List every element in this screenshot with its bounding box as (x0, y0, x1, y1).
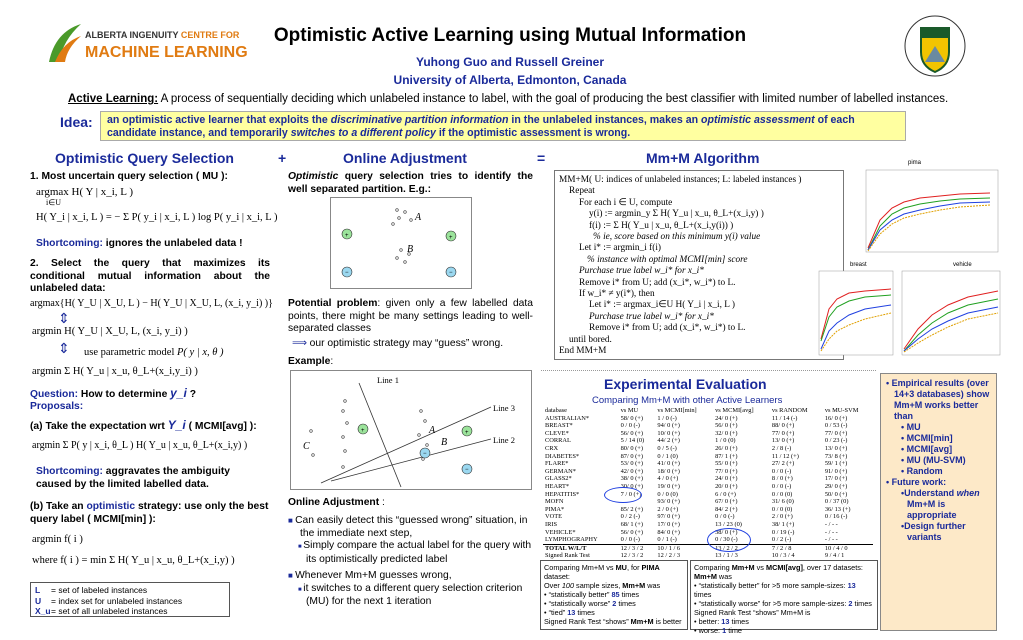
active-learning-text: A process of sequentially deciding which unlabeled instance to label, with the goal of producing the best classifier with limited number of labelled instances. (160, 93, 949, 105)
table-cell: 10/ 0 (+) (657, 429, 680, 437)
bullet-whenever: ■ Whenever Mm+M guesses wrong, (288, 570, 452, 581)
table-cell: 0 / 0 (0) (657, 490, 678, 498)
table-cell: 2 / 0 (+) (657, 505, 679, 513)
authors: Yuhong Guo and Russell Greiner (415, 55, 605, 69)
future-item: •Design further variants (901, 521, 966, 542)
table-cell: 97/ 0 (+) (657, 513, 680, 521)
table-cell: 13 / 23 (0) (715, 520, 742, 528)
table-cell: 36/ 13 (+) (824, 505, 851, 513)
table-body (543, 415, 873, 545)
table-row (543, 437, 873, 445)
example-label: Example: (288, 356, 334, 367)
table-cell: 17/ 0 (+) (657, 520, 680, 528)
poster-title: Optimistic Active Learning using Mutual Information (273, 25, 747, 46)
table-cell: 59/ 1 (+) (824, 460, 848, 468)
heading-online-adjustment: Online Adjustment (343, 150, 467, 166)
table-row (543, 506, 873, 514)
table-total-row: TOTAL W/L/T 12 / 3 / 2 10 / 1 / 6 13 / 2 / 2 7 / 2 / 8 10 / 4 / 0 (543, 544, 873, 552)
logo-swoosh-icon (45, 22, 83, 66)
table-cell: 2 / 8 (-) (771, 444, 792, 452)
svg-text:B: B (407, 244, 414, 255)
eval-subtitle: Comparing Mm+M with other Active Learners (592, 395, 783, 406)
table-cell: 4 / 0 (+) (657, 475, 679, 483)
table-cell: CRX (545, 444, 559, 452)
svg-text:Line 3: Line 3 (493, 403, 515, 413)
table-row (543, 430, 873, 438)
table-cell: 0 / 30 (-) (715, 536, 738, 544)
shortcoming-2: Shortcoming: aggravates the ambiguity caused by the limited labelled data. (36, 466, 230, 490)
svg-text:+: + (361, 428, 365, 434)
table-cell: 38/ 0 (+) (620, 475, 643, 483)
table-cell: 0 / 5 (-) (657, 444, 677, 452)
table-row (543, 491, 873, 499)
table-cell: 0 / 0 (0) (771, 505, 793, 513)
table-cell: PIMA* (545, 505, 565, 513)
table-cell: 55/ 0 (+) (715, 460, 738, 468)
summary-future: • Future work: (886, 477, 947, 487)
summary-item: • MU (MU-SVM) (901, 455, 966, 465)
table-cell: 56/ 0 (+) (715, 422, 738, 430)
affiliation: University of Alberta, Edmonton, Canada (393, 73, 627, 87)
university-crest-icon (903, 6, 967, 86)
question-text: Question: How to determine y_i ? (30, 386, 197, 400)
table-row (543, 498, 873, 506)
table-cell: 44/ 2 (+) (657, 437, 680, 445)
table-cell: - / - - (824, 520, 838, 528)
table-cell: AUSTRALIAN* (545, 414, 590, 422)
table-row (543, 453, 873, 461)
table-row (543, 468, 873, 476)
table-cell: 77/ 0 (+) (771, 429, 795, 437)
avg-comparison-box: Comparing Mm+M vs MCMI[avg], over 17 datasets: Mm+M was • “statistically better” for >5 more sample-sizes: 13 times • “statistically worse” for >5 more sample-sizes: 2 times Signed Rank Test “shows” Mm+M is • better: 13 times • worse: 1 time (690, 560, 878, 630)
legend-row: X_u= set of all unlabeled instances (35, 606, 168, 616)
table-cell: HEPATITIS* (545, 490, 580, 498)
table-cell: 13/ 0 (+) (771, 437, 795, 445)
table-cell: 84/ 0 (+) (657, 528, 680, 536)
table-cell: 73/ 8 (+) (824, 452, 848, 460)
summary-box (880, 373, 997, 631)
table-cell: 11 / 12 (+) (771, 452, 799, 460)
notation-legend (30, 582, 230, 617)
table-cell: IRIS (545, 520, 558, 528)
svg-text:−: − (345, 270, 349, 276)
future-item: •Understand when Mm+M is appropriate (901, 488, 980, 520)
table-cell: HEART* (545, 482, 570, 490)
table-cell: 77/ 0 (+) (824, 429, 848, 437)
svg-text:A: A (415, 212, 422, 223)
table-cell: 94/ 0 (+) (657, 422, 680, 430)
summary-results: • Empirical results (over 14+3 databases) show Mm+M works better than (886, 378, 990, 421)
algorithm-box: MM+M( U: indices of unlabeled instances; L: labeled instances ) Repeat For each i ∈ U, compute y(i) := argmin_y Σ H( Y_u | x_u, θ_L+(x_i,y) ) f(i) := Σ H( Y_u | x_u, θ_L+(x_i,y(i)) ) % ie, score based on this minimum y(i) value Let i* := argmin_i f(i) % instance with optimal MCMI[min] score Purchase true label w_i* for x_i* Remove i* from U; add (x_i*, w_i*) to L. If w_i* ≠ y(i*), then Let i* := argmax_i∈U H( Y_i | x_i, L ) Purchase true label w_i* for x_i* Remove i* from U; add (x_i*, w_i*) to L. until bored. End MM+M (554, 170, 844, 360)
active-learning-label: Active Learning: (68, 93, 159, 105)
table-cell: 0 / 2 (-) (771, 536, 792, 544)
table-cell: 5 / 14 (0) (620, 437, 645, 445)
table-cell: 41/ 0 (+) (657, 460, 680, 468)
table-row (543, 422, 873, 430)
table-cell: 0 / 53 (-) (824, 422, 848, 430)
table-cell: 7 / 0 (+) (620, 490, 642, 498)
lines-figure (290, 370, 532, 490)
potential-problem: Potential problem: given only a few labelled data points, there might be many settings leading to well-separated classes (288, 298, 533, 334)
table-cell: 0 / 16 (-) (824, 513, 848, 521)
table-cell: 20/ 0 (+) (715, 482, 738, 490)
idea-box: an optimistic active learner that exploits the discriminative partition information in the unlabeled instances, makes an optimistic assessment of each candidate instance, and temporarily switches to a different policy if the optimistic assessment is wrong. (100, 111, 906, 141)
svg-text:Line 1: Line 1 (377, 375, 399, 385)
table-cell: 1 / 0 (-) (657, 414, 677, 422)
table-cell: 0 / 1 (-) (657, 536, 677, 544)
table-cell: 0 / 37 (0) (824, 498, 849, 506)
guess-wrong-note: ⟹ our optimistic strategy may “guess” wrong. (292, 338, 504, 349)
formula-argmin-cond: argmin H( Y_U | X_U, L, (x_i, y_i) ) (32, 326, 188, 337)
step2-text: 2. Select the query that maximizes its conditional mutual information about the unlabeled data: (30, 258, 270, 294)
table-cell: 0 / 19 (-) (771, 528, 795, 536)
table-cell: 0 / 0 (-) (620, 536, 640, 544)
table-cell: 93/ 0 (+) (657, 498, 680, 506)
table-row (543, 513, 873, 521)
active-learning-definition (68, 93, 948, 105)
legend-row: L = set of labeled instances (35, 585, 148, 595)
formula-argmax-sub: i∈U (46, 198, 61, 207)
table-cell: 32/ 0 (+) (715, 429, 738, 437)
table-cell: 87/ 1 (+) (715, 452, 738, 460)
equivalence-arrow-icon: ⇕ (58, 310, 70, 326)
table-cell: 16/ 0 (+) (824, 414, 848, 422)
logo-line2: MACHINE LEARNING (85, 44, 248, 61)
pima-highlight-ellipse (604, 487, 642, 503)
svg-text:A: A (429, 425, 436, 436)
online-bullets (288, 515, 533, 609)
table-row (543, 475, 873, 483)
table-cell: 42/ 0 (+) (620, 467, 643, 475)
svg-text:−: − (465, 467, 469, 473)
heading-equals: = (537, 150, 546, 166)
plot-pima: pima (860, 160, 1005, 260)
step1-text: 1. Most uncertain query selection ( MU ): (30, 171, 228, 182)
svg-text:B: B (441, 437, 448, 448)
table-cell: 50/ 0 (+) (824, 490, 848, 498)
bullet-detect: ■ Can easily detect this “guessed wrong” situation, in the immediate next step, (288, 515, 528, 539)
table-signed-row: Signed Rank Test 12 / 3 / 2 12 / 2 / 3 13 / 1 / 3 10 / 3 / 4 9 / 4 / 1 (545, 552, 845, 560)
heading-plus: + (278, 150, 287, 166)
formula-mi-diff: argmax{H( Y_U | X_U, L ) − H( Y_U | X_U, L, (x_i, y_i) )} (30, 298, 273, 309)
formula-f-def: where f( i ) = min Σ H( Y_u | x_u, θ_L+(x_i,y) ) (32, 555, 235, 566)
table-cell: 0 / 2 (-) (620, 513, 640, 521)
table-header-row: database vs MU vs MCMI[min] vs MCMI[avg] vs RANDOM vs MU-SVM (545, 407, 859, 414)
svg-text:+: + (345, 233, 349, 239)
idea-label: Idea: (60, 114, 93, 130)
table-cell: 56/ 0 (+) (620, 528, 643, 536)
table-row (543, 415, 873, 423)
table-cell: GLASS2* (545, 475, 572, 483)
table-cell: 11 / 14 (-) (771, 414, 798, 422)
table-cell: 30/ 0 (+) (620, 482, 643, 490)
proposal-b: (b) Take an optimistic strategy: use only the best query label ( MCMI[min] ): (30, 501, 269, 525)
table-cell: 17/ 0 (+) (824, 475, 848, 483)
aicml-logo (45, 22, 248, 70)
shortcoming-1: Shortcoming: ignores the unlabeled data ! (36, 238, 243, 249)
table-cell: 27/ 2 (+) (771, 460, 795, 468)
table-cell: 58/ 0 (+) (620, 414, 643, 422)
table-cell: 68/ 1 (+) (620, 520, 643, 528)
formula-argmin-f: argmin f( i ) (32, 534, 83, 545)
online-adjustment-title: Online Adjustment : (288, 497, 385, 508)
summary-item: • MCMI[avg] (901, 444, 953, 454)
table-cell: MOFN (545, 498, 564, 506)
table-cell: 84/ 2 (+) (715, 505, 738, 513)
table-cell: 53/ 0 (+) (620, 460, 643, 468)
table-cell: 56/ 0 (+) (620, 429, 643, 437)
summary-item: • MU (901, 422, 921, 432)
svg-text:−: − (423, 451, 427, 457)
table-cell: 0 / 0 (-) (715, 513, 735, 521)
table-cell: 2 / 0 (+) (771, 513, 793, 521)
equivalence-arrow-icon: ⇕ (58, 340, 70, 356)
svg-text:+: + (449, 235, 453, 241)
table-cell: 0 / 0 (-) (620, 422, 640, 430)
optimistic-intro: Optimistic query selection tries to identify the well separated partition. E.g.: (288, 171, 533, 195)
svg-text:−: − (449, 270, 453, 276)
table-cell: 91/ 0 (+) (824, 467, 848, 475)
table-cell: 18/ 0 (+) (657, 467, 680, 475)
table-cell: 38/ 1 (+) (771, 520, 795, 528)
logo-line1: ALBERTA INGENUITY CENTRE FOR (85, 30, 240, 40)
plot-vehicle: vehicle (898, 262, 1003, 360)
table-row (543, 460, 873, 468)
table-cell: - / - - (824, 528, 838, 536)
table-cell: 88/ 0 (+) (771, 422, 795, 430)
eval-divider (541, 370, 876, 371)
formula-entropy-def: H( Y_i | x_i, L ) = − Σ P( y_i | x_i, L ) log P( y_i | x_i, L ) (36, 212, 278, 223)
table-cell: 0 / 0 (-) (771, 467, 792, 475)
table-cell: 38/ 0 (+) (715, 528, 738, 536)
table-row (543, 483, 873, 491)
table-cell: 6 / 0 (+) (715, 490, 736, 498)
table-cell: CORRAL (545, 437, 571, 445)
pima-comparison-box: Comparing Mm+M vs MU, for PIMA dataset: Over 100 sample sizes, Mm+M was • “statistically better” 85 times • “statistically worse” 2 times • “tied” 13 times Signed Rank Test “shows” Mm+M is better (540, 560, 688, 630)
table-cell: 0 / 0 (-) (771, 482, 792, 490)
table-cell: 67/ 0 (+) (715, 498, 738, 506)
table-cell: BREAST* (545, 422, 573, 430)
table-cell: 0 / 23 (-) (824, 437, 848, 445)
table-row (543, 445, 873, 453)
proposals-label: Proposals: (30, 401, 84, 412)
table-cell: 31/ 6 (0) (771, 498, 794, 506)
table-cell: 87/ 0 (+) (620, 452, 643, 460)
table-cell: LYMPHOGRAPHY (545, 536, 598, 544)
proposal-a: (a) Take the expectation wrt Y_i ( MCMI[avg] ): (30, 418, 257, 432)
table-cell: - / - - (824, 536, 838, 544)
table-row (543, 521, 873, 529)
formula-argmax-entropy: argmax H( Y | x_i, L ) (36, 186, 134, 198)
legend-row: U = index set for unlabeled instances (35, 595, 183, 606)
bullet-compare: ■ Simply compare the actual label for the query with its optimistically predicted label (298, 540, 532, 565)
heading-experimental-evaluation: Experimental Evaluation (604, 376, 767, 392)
plot-breast: breast (815, 262, 895, 360)
table-cell: FLARE* (545, 460, 569, 468)
table-cell: 8 / 0 (+) (771, 475, 793, 483)
summary-item: • Random (901, 466, 943, 476)
table-cell: CLEVE* (545, 429, 569, 437)
table-cell: 13/ 0 (+) (824, 444, 848, 452)
table-cell: DIABETES* (545, 452, 580, 460)
table-cell: 24/ 0 (+) (715, 475, 738, 483)
partition-figure (330, 197, 472, 289)
avg-highlight-ellipse (707, 528, 751, 552)
heading-optimistic-query: Optimistic Query Selection (55, 150, 234, 166)
table-cell: 26/ 0 (+) (715, 444, 738, 452)
table-cell: 1 / 0 (0) (715, 437, 736, 445)
formula-expectation: argmin Σ P( y | x_i, θ_L ) H( Y_u | x_u, θ_L+(x_i,y) ) (32, 440, 248, 451)
parametric-model-text: use parametric model P( y | x, θ ) (84, 347, 224, 358)
table-cell: 0 / 0 (0) (771, 490, 793, 498)
table-cell: 85/ 2 (+) (620, 505, 643, 513)
table-cell: VOTE (545, 513, 563, 521)
svg-text:+: + (465, 430, 469, 436)
table-cell: VEHICLE* (545, 528, 576, 536)
table-cell: 77/ 0 (+) (715, 467, 738, 475)
table-cell: 80/ 0 (+) (620, 444, 643, 452)
table-cell: 29/ 0 (+) (824, 482, 848, 490)
heading-algorithm: Mm+M Algorithm (646, 150, 760, 166)
svg-text:Line 2: Line 2 (493, 435, 515, 445)
bullet-switch: ■ it switches to a different query selection criterion (MU) for the next 1 iteration (298, 582, 523, 607)
table-cell: GERMAN* (545, 467, 576, 475)
right-arrow-icon: ⟹ (292, 338, 307, 349)
table-cell: 19/ 0 (+) (657, 482, 680, 490)
formula-argmin-sum: argmin Σ H( Y_u | x_u, θ_L+(x_i,y_i) ) (32, 366, 198, 377)
table-cell: 0 / 1 (0) (657, 452, 678, 460)
summary-item: • MCMI[min] (901, 433, 953, 443)
svg-text:C: C (303, 441, 310, 452)
table-cell: 24/ 0 (+) (715, 414, 738, 422)
